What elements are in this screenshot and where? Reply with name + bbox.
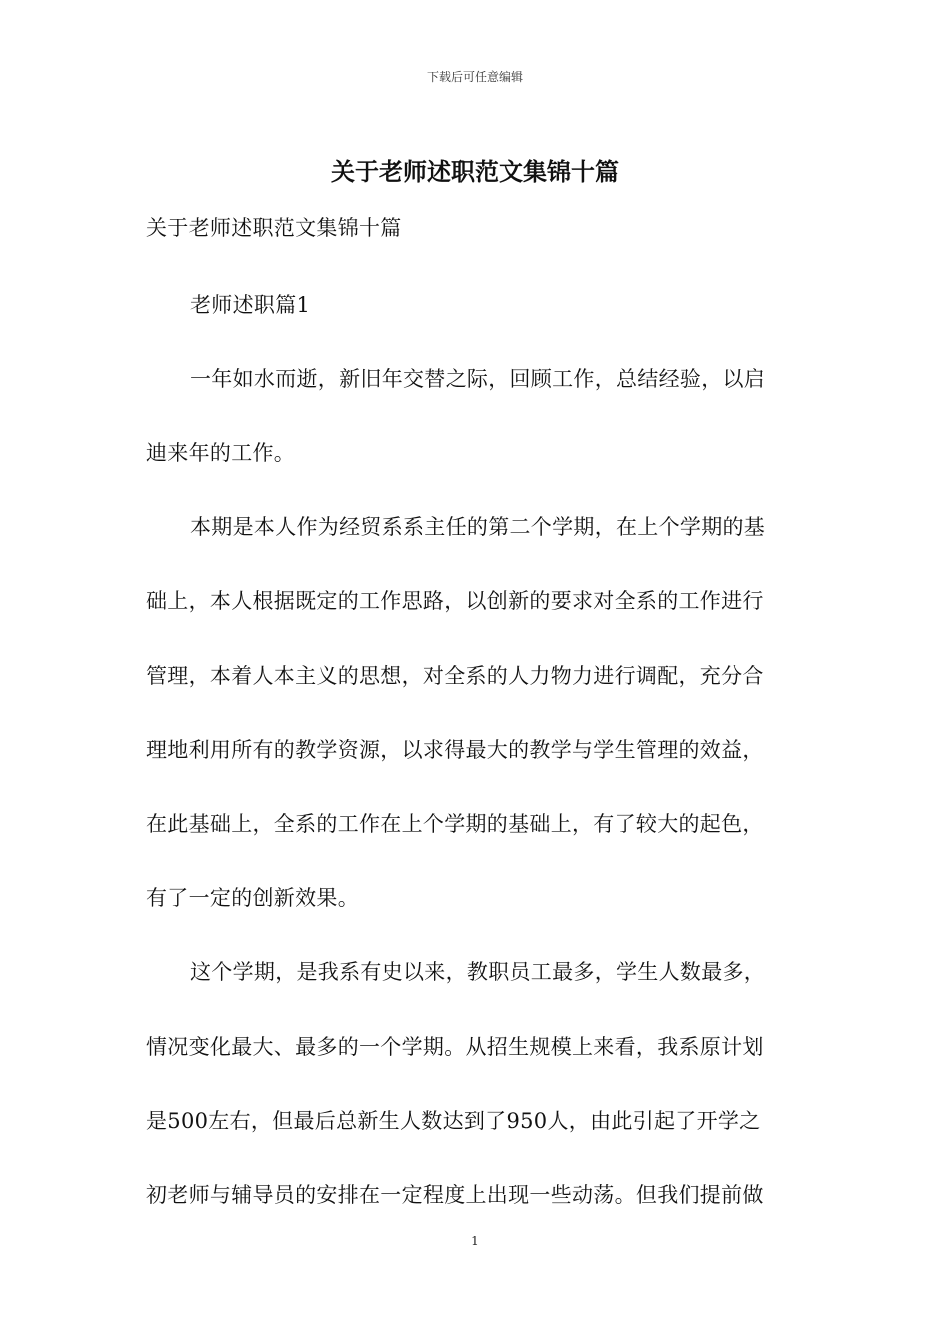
section-heading: 老师述职篇1: [190, 293, 311, 317]
paragraph-line: 初老师与辅导员的安排在一定程度上出现一些动荡。但我们提前做: [146, 1183, 764, 1207]
paragraph-line: 迪来年的工作。: [146, 441, 296, 465]
document-title: 关于老师述职范文集锦十篇: [331, 157, 619, 186]
paragraph-line: 一年如水而逝，新旧年交替之际，回顾工作，总结经验，以启: [190, 367, 766, 391]
paragraph-line: 础上，本人根据既定的工作思路，以创新的要求对全系的工作进行: [146, 589, 764, 613]
paragraph-line: 本期是本人作为经贸系系主任的第二个学期，在上个学期的基: [190, 515, 766, 539]
paragraph-line: 有了一定的创新效果。: [146, 886, 359, 910]
paragraph-line: 在此基础上，全系的工作在上个学期的基础上，有了较大的起色，: [146, 812, 764, 836]
page-header: 下载后可任意编辑: [426, 70, 523, 84]
paragraph-line: 情况变化最大、最多的一个学期。从招生规模上来看，我系原计划: [146, 1035, 764, 1059]
paragraph-line: 管理，本着人本主义的思想，对全系的人力物力进行调配，充分合: [146, 664, 764, 688]
paragraph-line: 理地利用所有的教学资源，以求得最大的教学与学生管理的效益，: [146, 738, 764, 762]
paragraph-line: 是500左右，但最后总新生人数达到了950人，由此引起了开学之: [146, 1109, 761, 1133]
paragraph-line: 这个学期，是我系有史以来，教职员工最多，学生人数最多，: [190, 960, 766, 984]
subtitle-line: 关于老师述职范文集锦十篇: [146, 216, 402, 240]
page-number: 1: [471, 1234, 479, 1248]
